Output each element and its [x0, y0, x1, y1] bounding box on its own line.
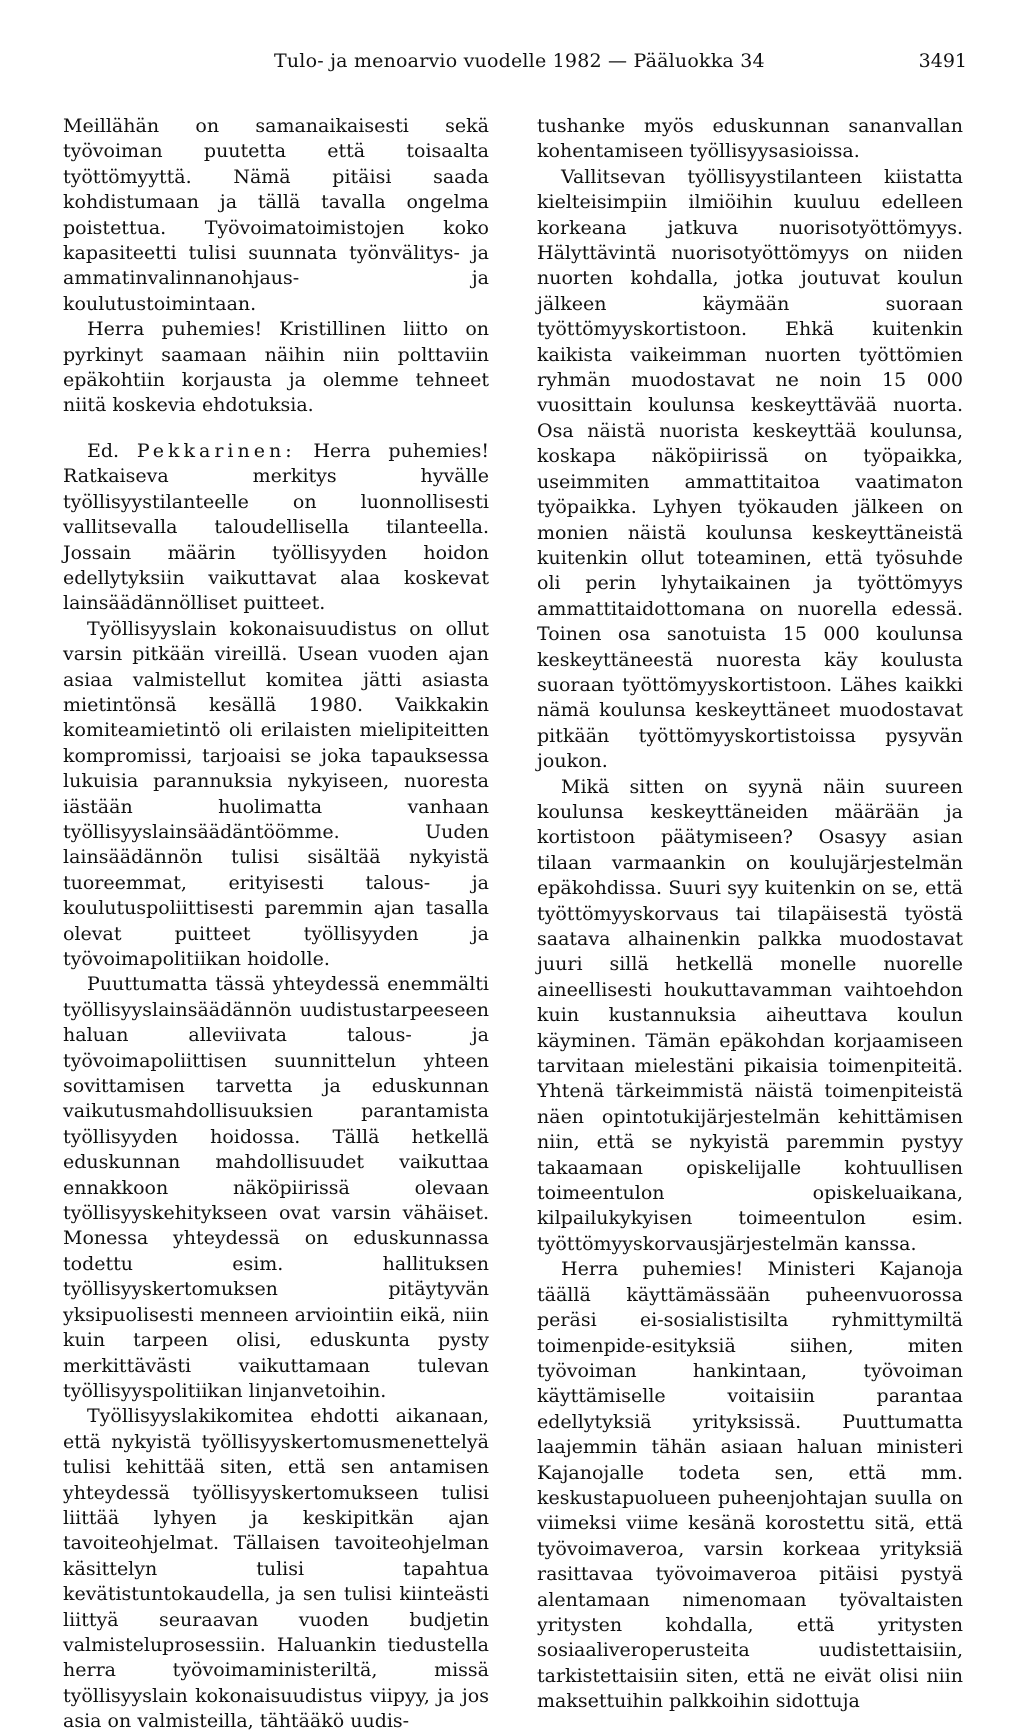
paragraph: Herra puhemies! Kristillinen liitto on pyrkinyt saamaan näihin niin polttaviin epäkohtiin korjausta ja olemme tehneet niitä koskevia ehdotuksia.	[63, 318, 489, 417]
paragraph: Työllisyyslain kokonaisuudistus on ollut varsin pitkään vireillä. Usean vuoden ajan asiaa valmistellut komitea jätti asiasta mietintönsä kesällä 1980. Vaikkakin komiteamietintö oli erilaisten mielipiteitten kompromissi, tarjoaisi se joka tapauksessa lukuisia parannuksia nykyiseen, nuoresta iästään huolimatta vanhaan työllisyyslainsäädäntöömme. Uuden lainsäädännön tulisi sisältää nykyistä tuoreemmat, erityisesti talous- ja koulutuspoliittisesti paremmin ajan tasalla olevat puitteet työllisyyden ja työvoimapolitiikan hoidolle.	[63, 617, 489, 970]
paragraph: Herra puhemies! Ministeri Kajanoja täällä käyttämässään puheenvuorossa peräsi ei-sosialistisilta ryhmittymiltä toimenpide-esityksiä siihen, miten työvoiman hankintaan, työvoiman käyttämiselle voitaisiin parantaa edellytyksiä yrityksissä. Puuttumatta laajemmin tähän asiaan haluan ministeri Kajanojalle todeta sen, että mm. keskustapuolueen puheenjohtajan suulla on viimeksi viime kesänä korostettu sitä, että työvoimaveroa, varsin korkeaa yrityksiä rasittavaa työvoimaveroa pitäisi pystyä alentamaan nimenomaan työvaltaisten yritysten kohdalla, että yritysten sosiaaliveroperusteita uudistettaisiin, tarkistettaisiin siten, että ne eivät olisi niin maksettuihin palkkoihin sidottuja	[537, 1258, 963, 1713]
paragraph: Vallitsevan työllisyystilanteen kiistatta kielteisimpiin ilmiöihin kuuluu edelleen korkeana jatkuva nuorisotyöttömyys. Hälyttävintä nuorisotyöttömyys on niiden nuorten kohdalla, jotka joutuvat koulun jälkeen käymään suoraan työttömyyskortistoon. Ehkä kuitenkin kaikista vaikeimman nuorten työttömien ryhmän muodostavat ne noin 15 000 vuosittain koulunsa keskeyttävää nuorta. Osa näistä nuorista keskeyttää koulunsa, koskapa näköpiirissä on työpaikka, useimmiten ammattitaitoa vaatimaton työpaikka. Lyhyen työkauden jälkeen on monien näistä koulunsa keskeyttäneistä kuitenkin ollut toteaminen, että työsuhde oli perin lyhytaikainen ja työttömyys ammattitaidottomana on nuorella edessä. Toinen osa sanotuista 15 000 koulunsa keskeyttäneestä nuoresta käy koulusta suoraan työttömyyskortistoon. Lähes kaikki nämä koulunsa keskeyttäneet muodostavat pitkään työttömyyskortistoissa pysyvän joukon.	[537, 165, 963, 773]
page-number: 3491	[918, 50, 967, 72]
paragraph: Meillähän on samanaikaisesti sekä työvoiman puutetta että toisaalta työttömyyttä. Nämä pitäisi saada kohdistumaan ja tällä tavalla ongelma poistettua. Työvoimatoimistojen koko kapasiteetti tulisi suunnata työnvälitys- ja ammatinvalinnanohjaus- ja koulutustoimintaan.	[63, 115, 489, 315]
paragraph: Puuttumatta tässä yhteydessä enemmälti työllisyyslainsäädännön uudistustarpeeseen haluan alleviivata talous- ja työvoimapoliittisen suunnittelun yhteen sovittamisen tarvetta ja eduskunnan vaikutusmahdollisuuksien parantamista työllisyyden hoidossa. Tällä hetkellä eduskunnan mahdollisuudet vaikuttaa ennakkoon näköpiirissä olevaan työllisyyskehitykseen ovat varsin vähäiset. Monessa yhteydessä on eduskunnassa todettu esim. hallituksen työllisyyskertomuksen pitäytyvän yksipuolisesti menneen arviointiin eikä, niin kuin tarpeen olisi, eduskunta pysty merkittävästi vaikuttamaan tulevan työllisyyspolitiikan linjanvetoihin.	[63, 973, 489, 1402]
paragraph: Työllisyyslakikomitea ehdotti aikanaan, että nykyistä työllisyyskertomusmenettelyä tulisi kehittää siten, että sen antamisen yhteydessä työllisyyskertomukseen tulisi liittää lyhyen ja keskipitkän ajan tavoiteohjelmat. Tällaisen tavoiteohjelman käsittelyn tulisi tapahtua kevätistuntokaudella, ja sen tulisi kiinteästi liittyä seuraavan vuoden budjetin valmisteluprosessiin. Haluankin tiedustella herra työvoimaministeriltä, missä työllisyyslain kokonaisuudistus viipyy, ja jos asia on valmisteilla, tähtääkö uudis-	[63, 1405, 489, 1733]
running-title: Tulo- ja menoarvio vuodelle 1982 — Pääluokka 34	[274, 50, 765, 72]
left-column	[63, 114, 489, 1735]
right-column	[537, 114, 963, 1715]
speaker-prefix: Ed.	[87, 439, 120, 462]
page-header	[0, 50, 1024, 78]
paragraph: Mikä sitten on syynä näin suureen koulunsa keskeyttäneiden määrään ja kortistoon päätymiseen? Osasyy asian tilaan varmaankin on koulujärjestelmän epäkohdissa. Suuri syy kuitenkin on se, että työttömyyskorvaus tai tilapäisestä työstä saatava alhainenkin palkka muodostavat juuri sillä hetkellä monelle nuorelle aineellisesti houkuttavamman vaihtoehdon kuin kustannuksia aiheuttava koulun käyminen. Tämän epäkohdan korjaamiseen tarvitaan mielestäni pikaisia toimenpiteitä. Yhtenä tärkeimmistä näistä toimenpiteistä näen opintotukijärjestelmän kehittämisen niin, että se nykyistä paremmin pystyy takaamaan opiskelijalle kohtuullisen toimeentulon opiskeluaikana, kilpailukykyisen toimeentulon esim. työttömyyskorvausjärjestelmän kanssa.	[537, 775, 963, 1255]
speech-intro-paragraph	[63, 439, 489, 617]
speech-text: Herra puhemies! Ratkaiseva merkitys hyvälle työllisyystilanteelle on luonnollisesti vallitsevalla taloudellisella tilanteella. Jossain määrin työllisyyden hoidon edellytyksiin vaikuttavat alaa koskevat lainsäädännölliset puitteet.	[63, 439, 489, 615]
speaker-name: Pekkarinen:	[136, 439, 296, 462]
paragraph: tushanke myös eduskunnan sananvallan kohentamiseen työllisyysasioissa.	[537, 115, 963, 163]
